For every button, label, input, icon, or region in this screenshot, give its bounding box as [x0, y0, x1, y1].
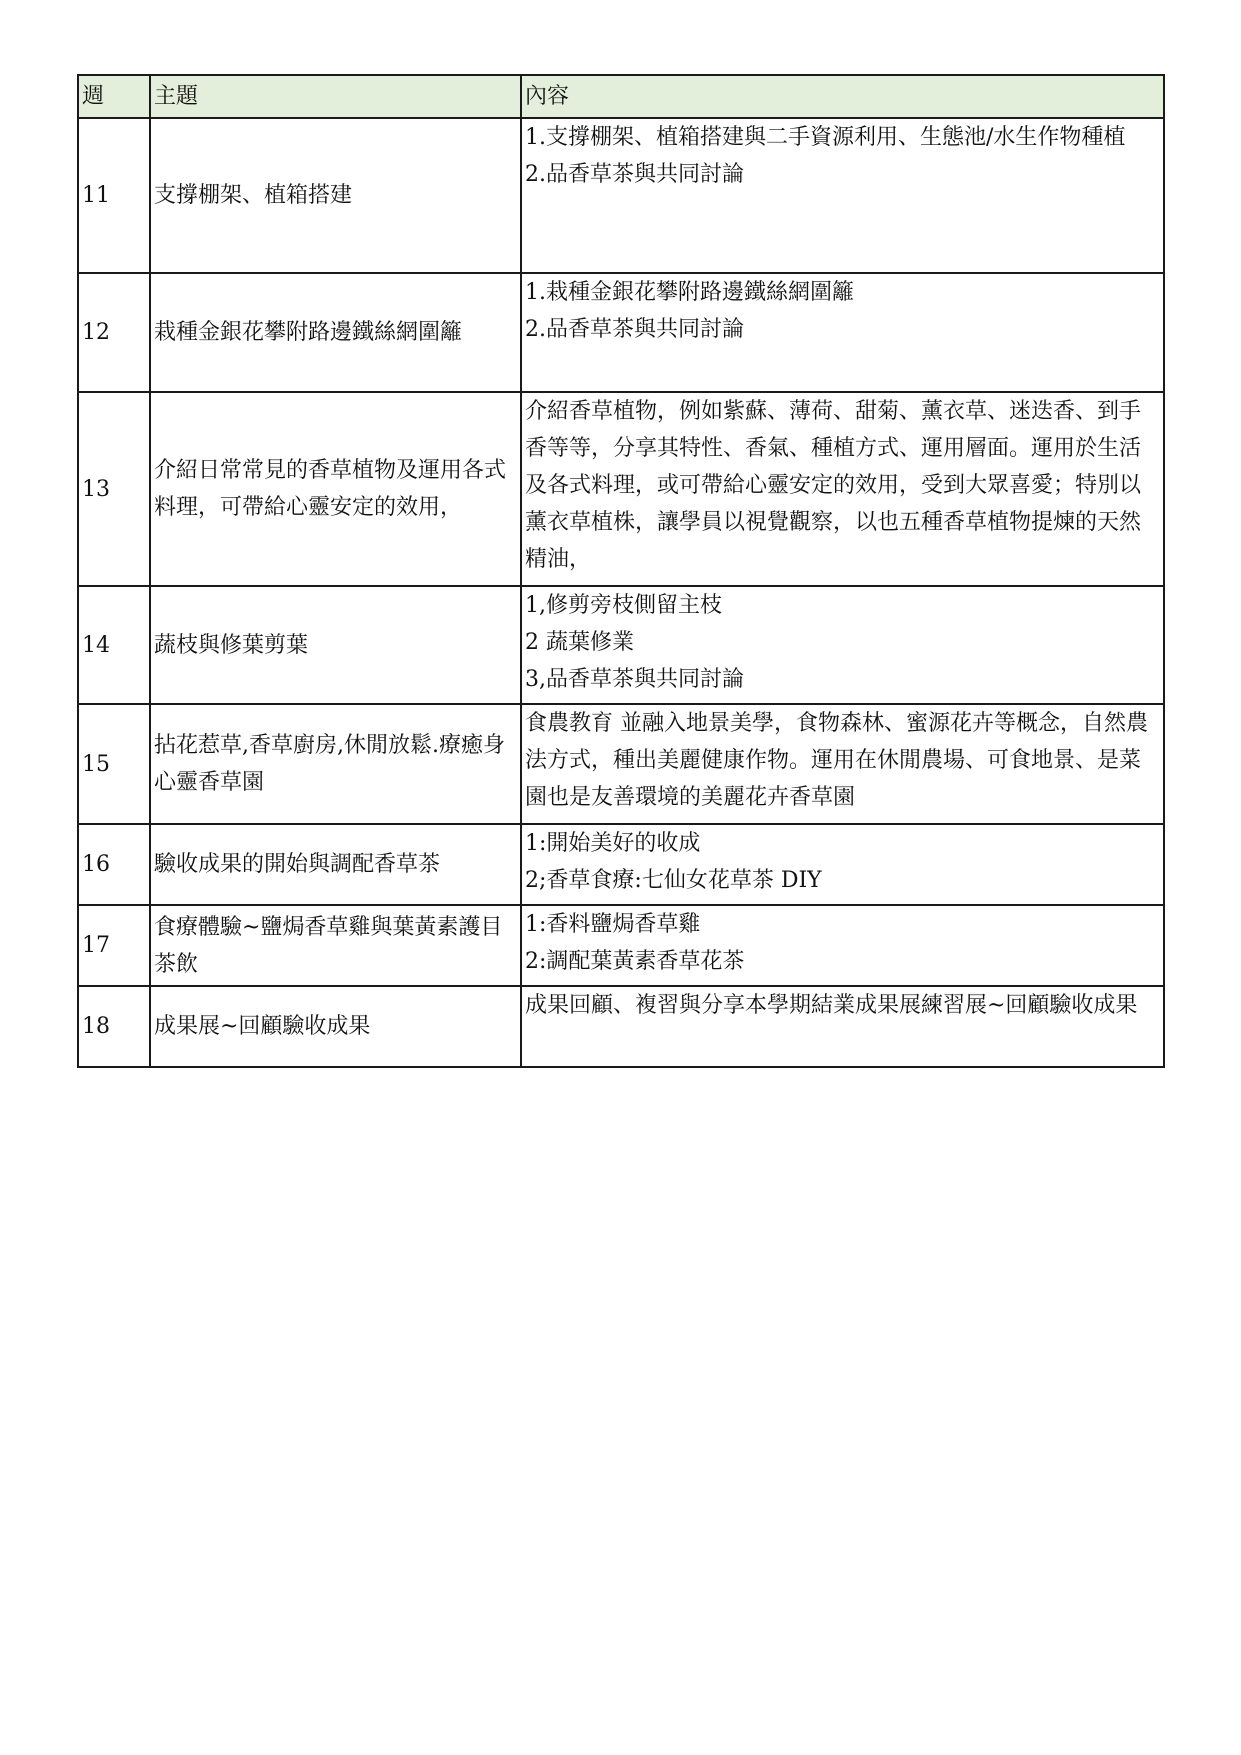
week-cell: [78, 118, 150, 273]
content-cell: [521, 824, 1164, 905]
table-body: [78, 118, 1164, 1067]
topic-cell: [150, 392, 521, 586]
topic-text: 驗收成果的開始與調配香草茶: [154, 852, 441, 877]
week-cell: [78, 586, 150, 704]
week-number: 17: [82, 933, 110, 958]
topic-cell: [150, 704, 521, 824]
week-number: 13: [82, 476, 110, 502]
topic-text: 介紹日常常見的香草植物及運用各式料理，可帶給心靈安定的效用，: [154, 458, 507, 520]
topic-cell: [150, 586, 521, 704]
table-row: [78, 986, 1164, 1067]
week-number: 18: [82, 1014, 110, 1039]
content-cell: [521, 905, 1164, 986]
course-schedule-table: [77, 74, 1165, 1068]
content-cell: [521, 586, 1164, 704]
week-cell: [78, 392, 150, 586]
content-cell: [521, 118, 1164, 273]
week-number: 12: [82, 320, 110, 345]
content-text: 食農教育 並融入地景美學，食物森林、蜜源花卉等概念，自然農法方式，種出美麗健康作物。運用在休閒農場、可食地景、是菜園也是友善環境的美麗花卉香草園: [525, 711, 1148, 810]
table-row: [78, 905, 1164, 986]
content-cell: [521, 704, 1164, 824]
week-number: 16: [82, 852, 110, 877]
topic-text: 拈花惹草,香草廚房,休閒放鬆.療癒身心靈香草園: [154, 733, 505, 795]
topic-cell: [150, 273, 521, 392]
header-week: 週: [78, 75, 150, 118]
topic-text: 食療體驗~鹽焗香草雞與葉黃素護目茶飲: [154, 914, 503, 977]
week-cell: [78, 273, 150, 392]
table-row: [78, 273, 1164, 392]
week-cell: [78, 905, 150, 986]
content-text: 1.栽種金銀花攀附路邊鐵絲網圍籬 2.品香草茶與共同討論: [525, 280, 854, 342]
content-text: 1,修剪旁枝側留主枝 2 蔬葉修業 3,品香草茶與共同討論: [525, 593, 744, 692]
content-text: 介紹香草植物，例如紫蘇、薄荷、甜菊、薰衣草、迷迭香、到手香等等，分享其特性、香氣、種植方式、運用層面。運用於生活及各式料理，或可帶給心靈安定的效用，受到大眾喜愛；特別以薰衣草植株，讓學員以視覺觀察，以也五種香草植物提煉的天然精油，: [525, 399, 1142, 572]
topic-text: 支撐棚架、植箱搭建: [154, 183, 353, 208]
week-number: 14: [82, 632, 110, 658]
topic-text: 成果展~回顧驗收成果: [154, 1014, 371, 1039]
content-text: 1.支撐棚架、植箱搭建與二手資源利用、生態池/水生作物種植 2.品香草茶與共同討論: [525, 125, 1126, 187]
topic-cell: [150, 986, 521, 1067]
table-row: [78, 586, 1164, 704]
header-topic: 主題: [150, 75, 521, 118]
content-cell: [521, 986, 1164, 1067]
table-row: [78, 118, 1164, 273]
week-number: 15: [82, 751, 110, 777]
week-cell: [78, 986, 150, 1067]
week-cell: [78, 824, 150, 905]
content-text: 1:開始美好的收成 2;香草食療:七仙女花草茶 DIY: [525, 831, 822, 893]
week-cell: [78, 704, 150, 824]
table-header: [78, 75, 1164, 118]
table-row: [78, 824, 1164, 905]
header-content: 內容: [521, 75, 1164, 118]
header-row: [78, 75, 1164, 118]
topic-text: 栽種金銀花攀附路邊鐵絲網圍籬: [154, 320, 463, 345]
topic-cell: [150, 118, 521, 273]
topic-text: 蔬枝與修葉剪葉: [154, 632, 309, 658]
table-row: [78, 704, 1164, 824]
content-text: 1:香料鹽焗香草雞 2:調配葉黃素香草花茶: [525, 912, 745, 974]
content-cell: [521, 392, 1164, 586]
content-cell: [521, 273, 1164, 392]
topic-cell: [150, 824, 521, 905]
content-text: 成果回顧、複習與分享本學期結業成果展練習展~回顧驗收成果: [525, 993, 1138, 1018]
week-number: 11: [82, 183, 110, 208]
topic-cell: [150, 905, 521, 986]
table-row: [78, 392, 1164, 586]
